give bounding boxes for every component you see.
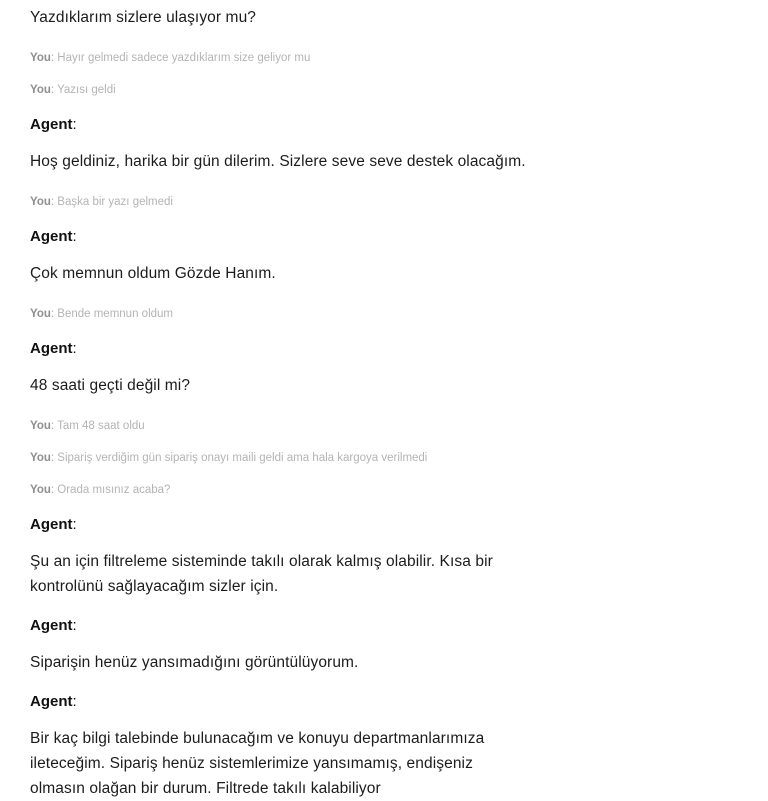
agent-message-header [30, 339, 738, 359]
user-message [30, 482, 738, 498]
spacer [30, 466, 738, 482]
spacer [30, 359, 738, 373]
user-label: You [30, 52, 51, 64]
agent-message-text: Şu an için filtreleme sisteminde takılı olarak kalmış olabilir. Kısa bir kontrolünü sağlayacağım sizler için. [30, 553, 493, 595]
spacer [30, 535, 738, 549]
agent-message-text: Bir kaç bilgi talebinde bulunacağım ve konuyu departmanlarımıza ileteceğim. Sipariş henüz sistemlerimize yansımamış, endişeniz olmasın olağan bir durum. Filtrede takılı kalabiliyor [30, 730, 485, 797]
agent-label: Agent [30, 516, 73, 533]
label-separator: : [50, 308, 55, 320]
spacer [30, 398, 738, 418]
agent-message-header [30, 692, 738, 712]
agent-message-text: Hoş geldiniz, harika bir gün dilerim. Sizlere seve seve destek olacağım. [30, 153, 526, 170]
label-separator: : [50, 196, 55, 208]
user-message [30, 306, 738, 322]
spacer [30, 66, 738, 82]
user-label: You [30, 196, 51, 208]
agent-label: Agent [30, 340, 73, 357]
label-separator: : [50, 52, 55, 64]
label-separator: : [50, 452, 55, 464]
user-message-text: Başka bir yazı gelmedi [57, 196, 173, 208]
label-separator: : [72, 693, 77, 710]
spacer [30, 98, 738, 115]
agent-message-header [30, 227, 738, 247]
agent-message-text: Siparişin henüz yansımadığını görüntülüyorum. [30, 654, 359, 671]
spacer [30, 599, 738, 616]
spacer [30, 322, 738, 339]
agent-message-text: Çok memnun oldum Gözde Hanım. [30, 265, 276, 282]
spacer [30, 210, 738, 227]
spacer [30, 174, 738, 194]
agent-message-text: Yazdıklarım sizlere ulaşıyor mu? [30, 9, 257, 26]
agent-message-header [30, 616, 738, 636]
agent-label: Agent [30, 617, 73, 634]
spacer [30, 434, 738, 450]
user-message [30, 50, 738, 66]
label-separator: : [72, 617, 77, 634]
spacer [30, 247, 738, 261]
agent-message-text: 48 saati geçti değil mi? [30, 377, 191, 394]
spacer [30, 498, 738, 515]
label-separator: : [50, 484, 55, 496]
label-separator: : [50, 84, 55, 96]
user-message-text: Hayır gelmedi sadece yazdıklarım size geliyor mu [57, 52, 311, 64]
label-separator: : [72, 228, 77, 245]
user-label: You [30, 420, 51, 432]
agent-label: Agent [30, 116, 73, 133]
user-label: You [30, 308, 51, 320]
user-message [30, 418, 738, 434]
label-separator: : [50, 420, 55, 432]
user-message-text: Yazısı geldi [57, 84, 116, 96]
user-message [30, 82, 738, 98]
label-separator: : [72, 340, 77, 357]
spacer [30, 636, 738, 650]
spacer [30, 286, 738, 306]
user-message-text: Tam 48 saat oldu [57, 420, 145, 432]
agent-message-header [30, 515, 738, 535]
label-separator: : [72, 116, 77, 133]
user-label: You [30, 84, 51, 96]
user-message-text: Orada mısınız acaba? [57, 484, 171, 496]
spacer [30, 30, 738, 50]
spacer [30, 675, 738, 692]
user-message [30, 450, 738, 466]
spacer [30, 135, 738, 149]
user-message-text: Sipariş verdiğim gün sipariş onayı maili geldi ama hala kargoya verilmedi [57, 452, 428, 464]
label-separator: : [72, 516, 77, 533]
user-label: You [30, 484, 51, 496]
user-message-text: Bende memnun oldum [57, 308, 173, 320]
user-label: You [30, 452, 51, 464]
spacer [30, 712, 738, 726]
agent-label: Agent [30, 693, 73, 710]
user-message [30, 194, 738, 210]
agent-message-header [30, 115, 738, 135]
agent-label: Agent [30, 228, 73, 245]
